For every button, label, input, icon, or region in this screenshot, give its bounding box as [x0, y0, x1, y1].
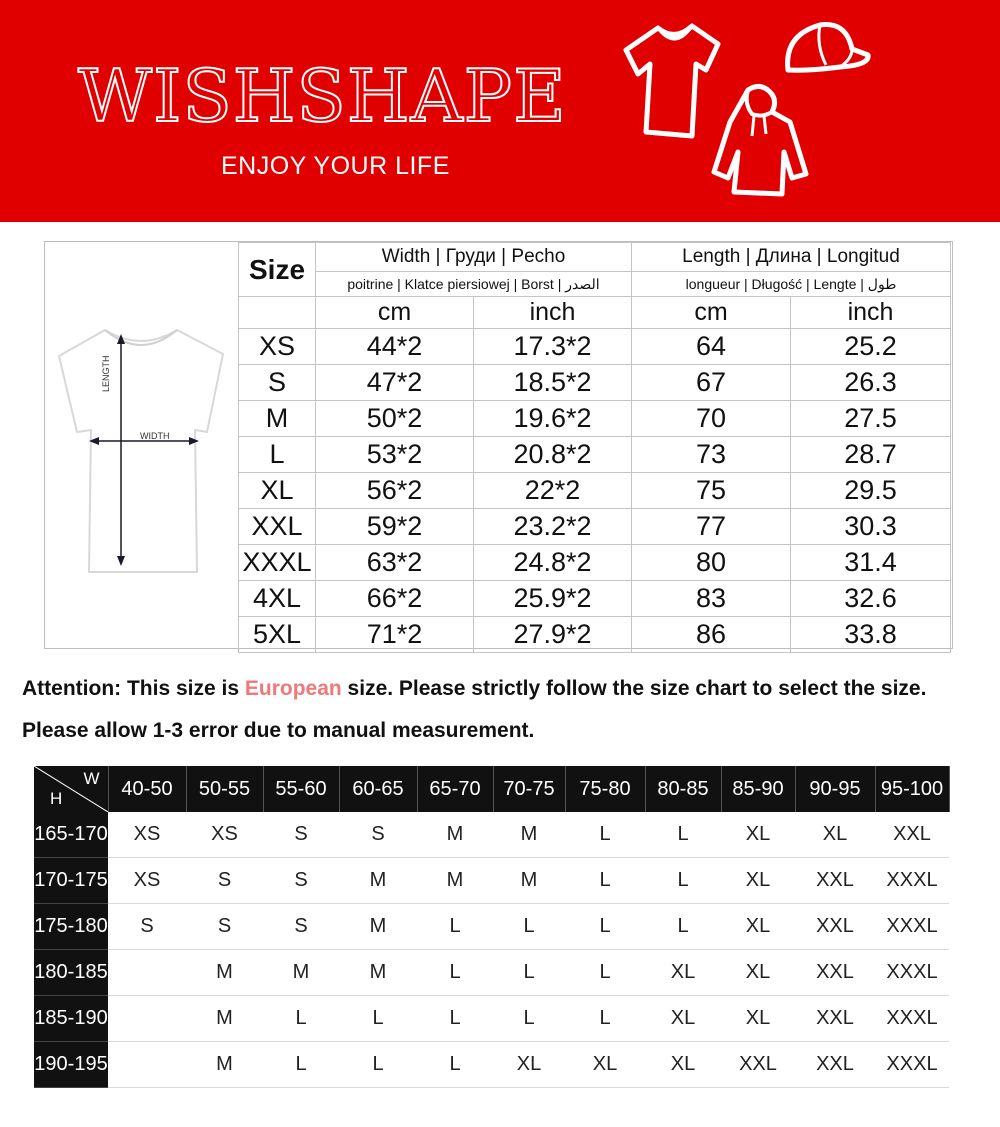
size-cell: M [417, 812, 493, 858]
size-label: M [239, 401, 316, 437]
size-table [238, 242, 951, 653]
size-cell: XL [645, 950, 721, 996]
size-cell: L [263, 996, 339, 1042]
size-cell: L [565, 996, 645, 1042]
tshirt-diagram [45, 242, 239, 648]
size-cell [108, 996, 186, 1042]
weight-header: 60-65 [339, 766, 417, 812]
weight-header: 65-70 [417, 766, 493, 812]
length-inch: 27.5 [791, 401, 951, 437]
size-cell: XXXL [875, 950, 949, 996]
size-cell: XL [645, 1042, 721, 1088]
size-cell: L [263, 1042, 339, 1088]
size-row [239, 401, 951, 437]
size-label: XXXL [239, 545, 316, 581]
size-cell: M [339, 904, 417, 950]
width-subheader: poitrine | Klatce piersiowej | Borst | الصدر [316, 272, 632, 297]
weight-header: 70-75 [493, 766, 565, 812]
size-row [239, 329, 951, 365]
cap-icon [780, 15, 875, 90]
height-row [34, 904, 949, 950]
width-inch: 25.9*2 [474, 581, 632, 617]
weight-header: 40-50 [108, 766, 186, 812]
weight-header: 90-95 [795, 766, 875, 812]
size-cell: L [565, 858, 645, 904]
size-cell [108, 1042, 186, 1088]
length-inch: 25.2 [791, 329, 951, 365]
size-cell: XXXL [875, 904, 949, 950]
size-cell: XXL [795, 950, 875, 996]
width-cm: 71*2 [316, 617, 474, 653]
size-label: 5XL [239, 617, 316, 653]
width-cm: 63*2 [316, 545, 474, 581]
blank-cell [239, 297, 316, 329]
size-cell: M [339, 950, 417, 996]
length-label: LENGTH [101, 355, 111, 392]
attention-text: Attention: This size is [22, 677, 245, 700]
corner-cell [34, 766, 108, 812]
size-row [239, 617, 951, 653]
size-label: XS [239, 329, 316, 365]
width-inch: 23.2*2 [474, 509, 632, 545]
size-cell: L [417, 996, 493, 1042]
width-cm: 56*2 [316, 473, 474, 509]
size-cell: M [339, 858, 417, 904]
size-cell: XL [721, 858, 795, 904]
size-cell: L [339, 996, 417, 1042]
hoodie-icon [708, 82, 813, 202]
weight-axis-label: W [83, 769, 100, 788]
size-cell: L [565, 904, 645, 950]
size-row [239, 365, 951, 401]
width-inch: 24.8*2 [474, 545, 632, 581]
size-label: L [239, 437, 316, 473]
size-row [239, 473, 951, 509]
length-inch: 29.5 [791, 473, 951, 509]
size-label: XXL [239, 509, 316, 545]
size-cell: L [645, 812, 721, 858]
height-header: 185-190 [34, 996, 108, 1042]
length-header: Length | Длина | Longitud [632, 243, 951, 272]
size-cell: XXXL [875, 858, 949, 904]
height-row [34, 858, 949, 904]
length-cm: 67 [632, 365, 791, 401]
length-cm: 83 [632, 581, 791, 617]
attention-text-rest: size. Please strictly follow the size chart to select the size. Please allow 1-3 error due to manual measurement. [22, 677, 927, 742]
size-cell: XXL [795, 904, 875, 950]
length-cm: 86 [632, 617, 791, 653]
size-cell: XL [721, 812, 795, 858]
length-cm: 75 [632, 473, 791, 509]
width-inch: 18.5*2 [474, 365, 632, 401]
length-cm: 70 [632, 401, 791, 437]
size-cell: L [493, 904, 565, 950]
size-cell: XXL [795, 858, 875, 904]
size-cell: S [186, 904, 263, 950]
size-cell: M [263, 950, 339, 996]
size-cell: M [186, 1042, 263, 1088]
unit-cell: inch [791, 297, 951, 329]
height-header: 165-170 [34, 812, 108, 858]
width-cm: 59*2 [316, 509, 474, 545]
height-weight-table [34, 766, 950, 1088]
brand-banner [0, 0, 1000, 222]
length-subheader: longueur | Długość | Lengte | طول [632, 272, 951, 297]
size-cell: L [645, 904, 721, 950]
size-cell: L [565, 950, 645, 996]
size-cell: XL [493, 1042, 565, 1088]
size-cell: S [186, 858, 263, 904]
size-row [239, 437, 951, 473]
size-cell: M [417, 858, 493, 904]
height-header: 175-180 [34, 904, 108, 950]
height-row [34, 996, 949, 1042]
size-cell: XXL [795, 1042, 875, 1088]
size-cell: XXXL [875, 1042, 949, 1088]
size-cell: XL [795, 812, 875, 858]
size-cell: L [339, 1042, 417, 1088]
size-cell: XS [108, 858, 186, 904]
width-inch: 27.9*2 [474, 617, 632, 653]
size-cell: XS [186, 812, 263, 858]
width-inch: 20.8*2 [474, 437, 632, 473]
size-row [239, 509, 951, 545]
size-cell: XXL [721, 1042, 795, 1088]
unit-cell: cm [632, 297, 791, 329]
length-cm: 64 [632, 329, 791, 365]
unit-cell: inch [474, 297, 632, 329]
width-inch: 19.6*2 [474, 401, 632, 437]
attention-highlight: European [244, 677, 342, 700]
size-cell: L [493, 950, 565, 996]
length-cm: 80 [632, 545, 791, 581]
width-cm: 53*2 [316, 437, 474, 473]
weight-header: 55-60 [263, 766, 339, 812]
size-cell: XXXL [875, 996, 949, 1042]
size-cell: S [339, 812, 417, 858]
size-label: 4XL [239, 581, 316, 617]
width-cm: 66*2 [316, 581, 474, 617]
width-inch: 22*2 [474, 473, 632, 509]
size-cell: L [417, 904, 493, 950]
length-cm: 73 [632, 437, 791, 473]
size-cell: S [263, 904, 339, 950]
size-cell: XL [565, 1042, 645, 1088]
length-inch: 28.7 [791, 437, 951, 473]
brand-logo: WISHSHAPE [78, 54, 567, 138]
weight-header: 80-85 [645, 766, 721, 812]
attention-note [22, 668, 982, 752]
size-cell: M [493, 858, 565, 904]
size-cell: XL [645, 996, 721, 1042]
size-header: Size [239, 243, 316, 297]
height-row [34, 950, 949, 996]
unit-cell: cm [316, 297, 474, 329]
size-cell: XS [108, 812, 186, 858]
size-cell: M [493, 812, 565, 858]
size-label: S [239, 365, 316, 401]
size-cell: S [108, 904, 186, 950]
height-axis-label: H [50, 789, 63, 808]
length-inch: 26.3 [791, 365, 951, 401]
size-cell: L [565, 812, 645, 858]
size-cell: XXL [875, 812, 949, 858]
width-cm: 50*2 [316, 401, 474, 437]
length-inch: 33.8 [791, 617, 951, 653]
size-row [239, 545, 951, 581]
size-cell: XL [721, 996, 795, 1042]
height-header: 180-185 [34, 950, 108, 996]
height-row [34, 1042, 949, 1088]
size-label: XL [239, 473, 316, 509]
length-inch: 31.4 [791, 545, 951, 581]
height-header: 190-195 [34, 1042, 108, 1088]
width-header: Width | Груди | Pecho [316, 243, 632, 272]
size-cell: L [645, 858, 721, 904]
size-cell: S [263, 858, 339, 904]
size-chart [44, 241, 953, 649]
length-cm: 77 [632, 509, 791, 545]
height-row [34, 812, 949, 858]
weight-header: 75-80 [565, 766, 645, 812]
width-inch: 17.3*2 [474, 329, 632, 365]
brand-tagline: ENJOY YOUR LIFE [221, 152, 450, 180]
weight-header: 85-90 [721, 766, 795, 812]
size-cell: L [417, 1042, 493, 1088]
length-inch: 30.3 [791, 509, 951, 545]
size-cell [108, 950, 186, 996]
size-cell: XXL [795, 996, 875, 1042]
size-cell: L [417, 950, 493, 996]
height-header: 170-175 [34, 858, 108, 904]
weight-header: 95-100 [875, 766, 949, 812]
size-cell: S [263, 812, 339, 858]
width-cm: 44*2 [316, 329, 474, 365]
width-cm: 47*2 [316, 365, 474, 401]
size-cell: XL [721, 904, 795, 950]
size-cell: XL [721, 950, 795, 996]
tshirt-measure-icon [45, 242, 238, 648]
weight-header: 50-55 [186, 766, 263, 812]
length-inch: 32.6 [791, 581, 951, 617]
size-cell: L [493, 996, 565, 1042]
size-cell: M [186, 996, 263, 1042]
width-label: WIDTH [140, 431, 170, 441]
size-row [239, 581, 951, 617]
size-cell: M [186, 950, 263, 996]
